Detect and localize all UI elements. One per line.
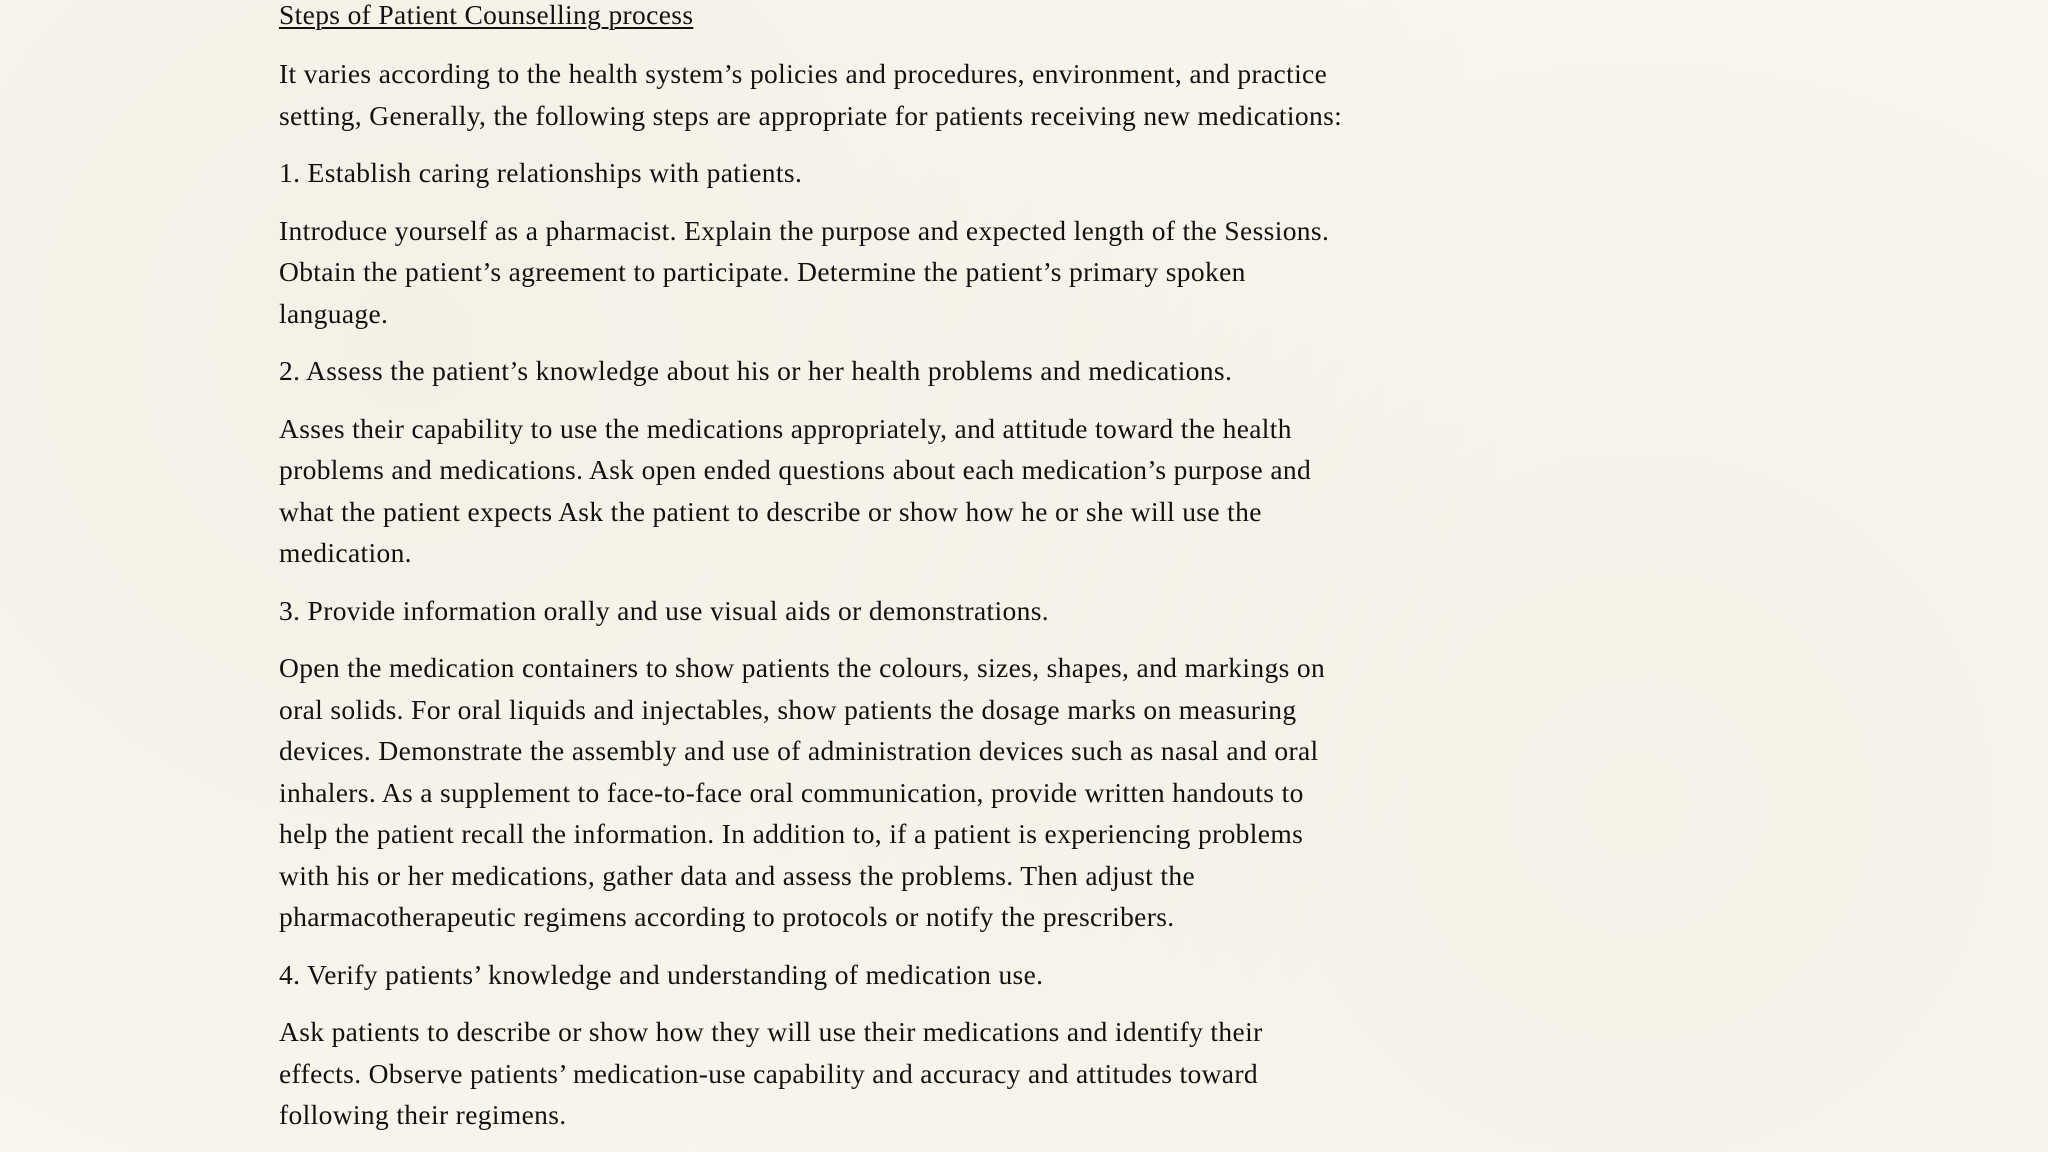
body-line: with his or her medications, gather data and assess the problems. Then adjust the <box>279 859 1196 891</box>
body-line: problems and medications. Ask open ended questions about each medication’s purpose and <box>279 454 1312 485</box>
body-line: Obtain the patient’s agreement to participate. Determine the patient’s primary spoken <box>279 256 1246 287</box>
spacer <box>279 334 1599 350</box>
body-line: pharmacotherapeutic regimens according to protocols or notify the prescribers. <box>279 901 1175 932</box>
body-line: Ask patients to describe or show how they will use their medications and identify their <box>279 1016 1263 1047</box>
body-line: Open the medication containers to show patients the colours, sizes, shapes, and markings on <box>279 652 1326 683</box>
step-4-heading: 4. Verify patients’ knowledge and understanding of medication use. <box>279 958 1044 990</box>
step-2-heading: 2. Assess the patient’s knowledge about his or her health problems and medications. <box>279 355 1233 386</box>
intro-line: setting, Generally, the following steps are appropriate for patients receiving new medications: <box>279 99 1343 131</box>
spacer <box>279 136 1599 152</box>
body-line: Asses their capability to use the medications appropriately, and attitude toward the health <box>279 412 1292 444</box>
body-line: medication. <box>279 537 412 568</box>
body-line: what the patient expects Ask the patient to describe or show how he or she will use the <box>279 495 1262 527</box>
document-page <box>279 0 1599 1136</box>
document-title: Steps of Patient Counselling process <box>279 0 694 30</box>
step-3-heading: 3. Provide information orally and use visual aids or demonstrations. <box>279 594 1049 626</box>
intro-line: It varies according to the health system’s policies and procedures, environment, and practice <box>279 58 1328 89</box>
body-line: help the patient recall the information. In addition to, if a patient is experiencing problems <box>279 818 1304 849</box>
body-line: inhalers. As a supplement to face-to-face oral communication, provide written handouts to <box>279 776 1304 808</box>
spacer <box>279 30 1599 53</box>
body-line: oral solids. For oral liquids and injectables, show patients the dosage marks on measuring <box>279 693 1297 725</box>
body-line: Introduce yourself as a pharmacist. Explain the purpose and expected length of the Sessions. <box>279 214 1330 246</box>
body-line: effects. Observe patients’ medication-use capability and accuracy and attitudes toward <box>279 1057 1258 1089</box>
spacer <box>279 995 1599 1011</box>
step-2-body <box>279 408 1599 574</box>
body-line: language. <box>279 297 389 329</box>
spacer <box>279 631 1599 647</box>
spacer <box>279 392 1599 408</box>
body-line: following their regimens. <box>279 1099 567 1130</box>
intro-paragraph <box>279 53 1599 136</box>
spacer <box>279 574 1599 590</box>
step-1-body <box>279 210 1599 335</box>
step-3-body <box>279 647 1599 938</box>
spacer <box>279 938 1599 954</box>
body-line: devices. Demonstrate the assembly and use of administration devices such as nasal and oral <box>279 735 1319 766</box>
step-4-body <box>279 1011 1599 1136</box>
spacer <box>279 194 1599 210</box>
step-1-heading: 1. Establish caring relationships with patients. <box>279 157 803 188</box>
